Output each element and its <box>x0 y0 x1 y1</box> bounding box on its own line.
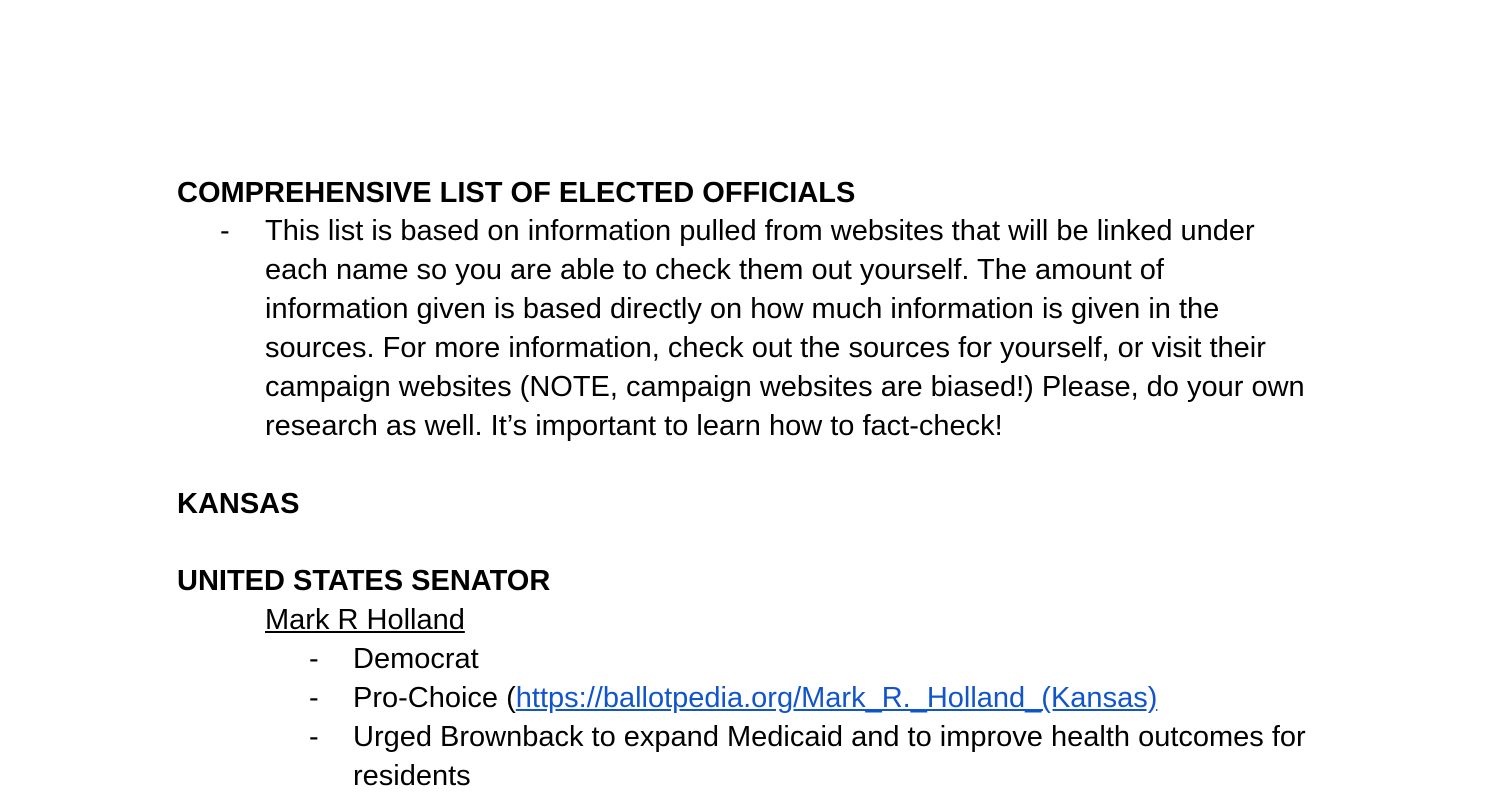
candidate-item-bullet: - <box>309 643 319 675</box>
candidate-item-bullet: - <box>309 721 319 753</box>
candidate-medicaid-line: Urged Brownback to expand Medicaid and to improve health outcomes for <box>353 721 1306 753</box>
intro-bullet: - <box>220 215 230 247</box>
intro-line: each name so you are able to check them out yourself. The amount of <box>265 254 1164 286</box>
office-heading: UNITED STATES SENATOR <box>177 565 551 597</box>
intro-line: sources. For more information, check out the sources for yourself, or visit their <box>265 332 1266 364</box>
candidate-medicaid-line: residents <box>353 760 471 792</box>
state-heading: KANSAS <box>177 488 300 520</box>
intro-line: information given is based directly on how much information is given in the <box>265 293 1220 325</box>
intro-line: This list is based on information pulled from websites that will be linked under <box>265 215 1255 247</box>
candidate-stance <box>353 679 1157 718</box>
document-title: COMPREHENSIVE LIST OF ELECTED OFFICIALS <box>177 177 856 209</box>
ballotpedia-link[interactable]: https://ballotpedia.org/Mark_R._Holland_(Kansas) <box>515 682 1158 714</box>
candidate-party: Democrat <box>353 643 479 675</box>
intro-line: campaign websites (NOTE, campaign websites are biased!) Please, do your own <box>265 371 1305 403</box>
candidate-item-bullet: - <box>309 682 319 714</box>
intro-paragraph <box>265 212 1305 446</box>
candidate-name: Mark R Holland <box>265 604 465 636</box>
candidate-stance-text: Pro-Choice ( <box>353 682 516 714</box>
intro-line: research as well. It’s important to learn how to fact-check! <box>265 410 1003 442</box>
candidate-medicaid-note <box>353 718 1306 796</box>
